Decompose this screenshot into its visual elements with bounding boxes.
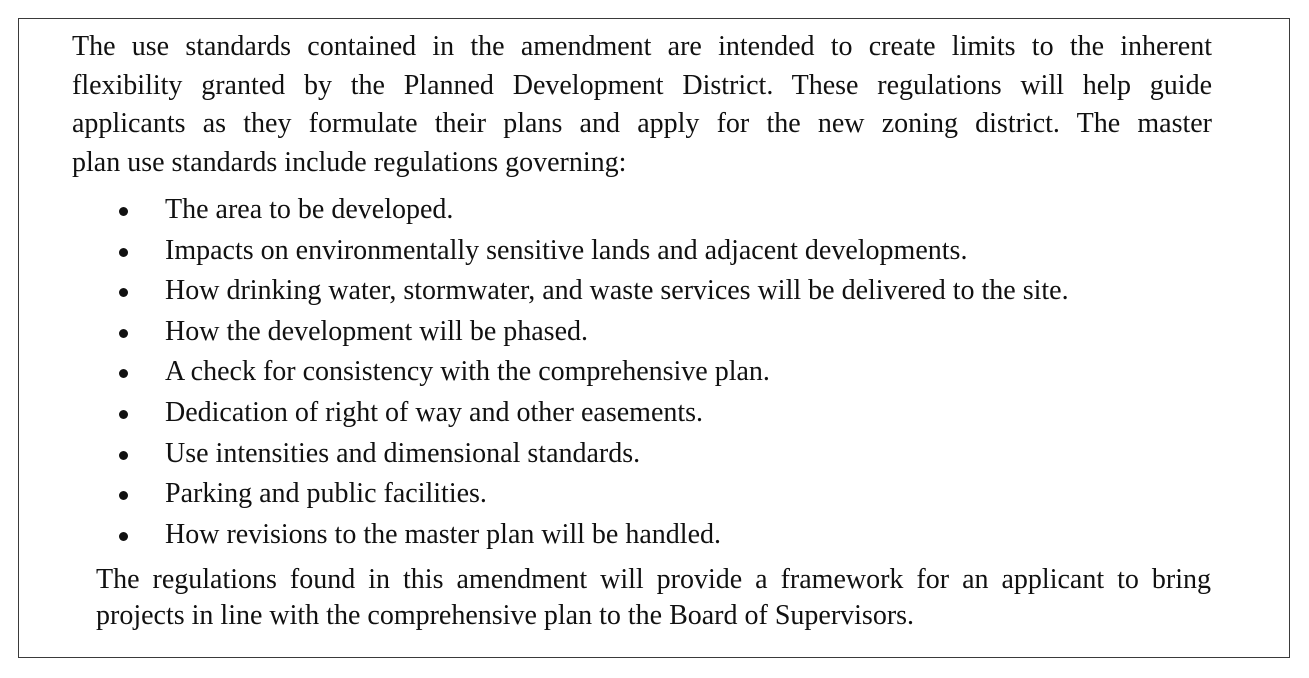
list-item-text: Parking and public facilities. bbox=[165, 478, 487, 510]
closing-line: projects in line with the comprehensive plan to the Board of Supervisors. bbox=[96, 600, 915, 631]
closing-paragraph bbox=[96, 562, 1211, 634]
list-item-text: How the development will be phased. bbox=[165, 315, 589, 347]
intro-line: flexibility granted by the Planned Development District. These regulations will help guide bbox=[72, 69, 1212, 101]
list-item-text: Use intensities and dimensional standards. bbox=[165, 437, 641, 469]
list-item-text: Impacts on environmentally sensitive lands and adjacent developments. bbox=[165, 234, 968, 266]
closing-line: The regulations found in this amendment will provide a framework for an applicant to bring bbox=[96, 564, 1211, 595]
intro-line: applicants as they formulate their plans and apply for the new zoning district. The master bbox=[72, 108, 1212, 139]
bullet-icon bbox=[119, 451, 128, 460]
bullet-icon bbox=[119, 248, 128, 257]
bullet-icon bbox=[119, 410, 128, 419]
list-item-text: The area to be developed. bbox=[165, 194, 454, 225]
bullet-icon bbox=[119, 329, 128, 338]
bullet-icon bbox=[119, 207, 128, 216]
intro-paragraph bbox=[72, 28, 1212, 182]
intro-line: plan use standards include regulations governing: bbox=[72, 146, 627, 178]
list-item-text: Dedication of right of way and other easements. bbox=[165, 396, 704, 428]
list-item-text: How revisions to the master plan will be handled. bbox=[165, 518, 721, 550]
list-item-text: A check for consistency with the comprehensive plan. bbox=[165, 356, 770, 388]
intro-line: The use standards contained in the amendment are intended to create limits to the inherent bbox=[72, 31, 1212, 62]
list-item-text: How drinking water, stormwater, and waste services will be delivered to the site. bbox=[165, 275, 1069, 307]
bullet-icon bbox=[119, 532, 128, 541]
